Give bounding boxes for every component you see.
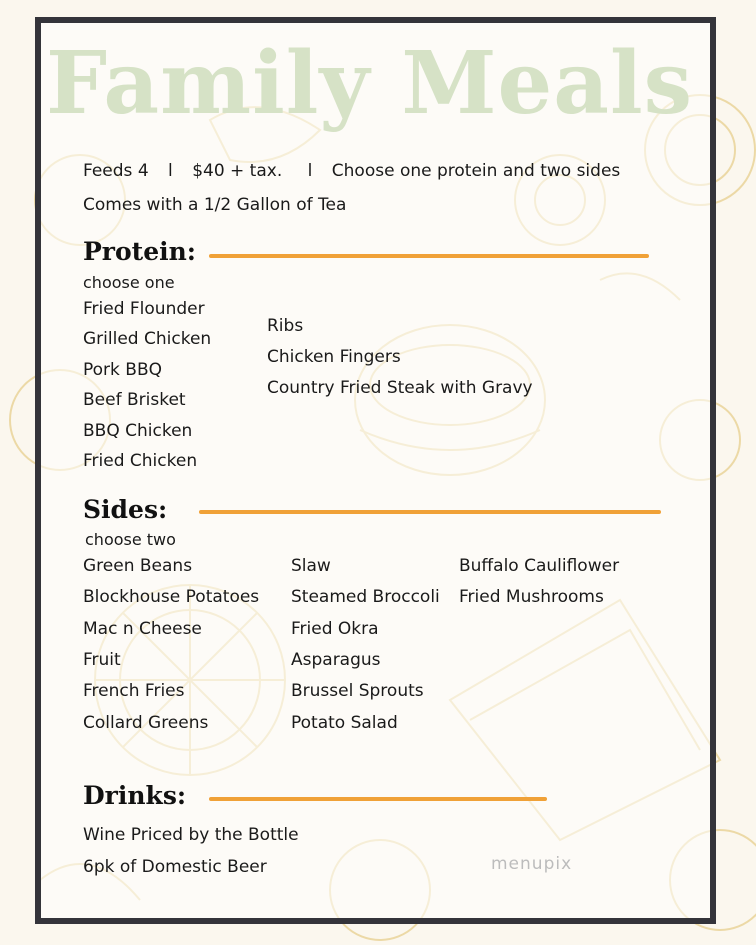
side-item: Brussel Sprouts — [291, 681, 424, 701]
sides-heading: Sides: — [83, 495, 168, 524]
side-item: Fruit — [83, 650, 121, 670]
protein-item: BBQ Chicken — [83, 421, 193, 441]
side-item: Mac n Cheese — [83, 619, 202, 639]
page-title: Family Meals — [46, 33, 694, 134]
protein-item: Fried Chicken — [83, 451, 198, 471]
protein-item: Chicken Fingers — [267, 347, 401, 367]
sides-divider — [199, 510, 661, 514]
protein-item: Grilled Chicken — [83, 329, 212, 349]
side-item: Steamed Broccoli — [291, 587, 440, 607]
feeds-text: Feeds 4 — [83, 161, 149, 181]
protein-subtitle: choose one — [83, 273, 175, 292]
sides-subtitle: choose two — [85, 530, 176, 549]
protein-divider — [209, 254, 649, 258]
side-item: Blockhouse Potatoes — [83, 587, 260, 607]
separator: l — [307, 161, 313, 181]
side-item: Green Beans — [83, 556, 193, 576]
side-item: Fried Okra — [291, 619, 379, 639]
drinks-heading: Drinks: — [83, 781, 187, 810]
protein-heading: Protein: — [83, 237, 197, 266]
protein-item: Ribs — [267, 316, 304, 336]
separator: l — [168, 161, 173, 181]
price-text: $40 + tax. — [192, 161, 283, 181]
drink-item: Wine Priced by the Bottle — [83, 825, 299, 845]
side-item: Asparagus — [291, 650, 381, 670]
side-item: Buffalo Cauliflower — [459, 556, 620, 576]
menu-frame — [35, 17, 716, 924]
tea-text: Comes with a 1/2 Gallon of Tea — [83, 195, 347, 215]
choose-text: Choose one protein and two sides — [331, 161, 621, 181]
side-item: Slaw — [291, 556, 331, 576]
protein-item: Fried Flounder — [83, 299, 205, 319]
drink-item: 6pk of Domestic Beer — [83, 857, 267, 877]
watermark-logo: menupix — [491, 854, 573, 874]
side-item: Fried Mushrooms — [459, 587, 604, 607]
side-item: Potato Salad — [291, 713, 398, 733]
protein-item: Pork BBQ — [83, 360, 162, 380]
protein-item: Beef Brisket — [83, 390, 186, 410]
info-line — [83, 161, 620, 181]
protein-item: Country Fried Steak with Gravy — [267, 378, 533, 398]
side-item: Collard Greens — [83, 713, 209, 733]
drinks-divider — [209, 797, 547, 801]
side-item: French Fries — [83, 681, 185, 701]
